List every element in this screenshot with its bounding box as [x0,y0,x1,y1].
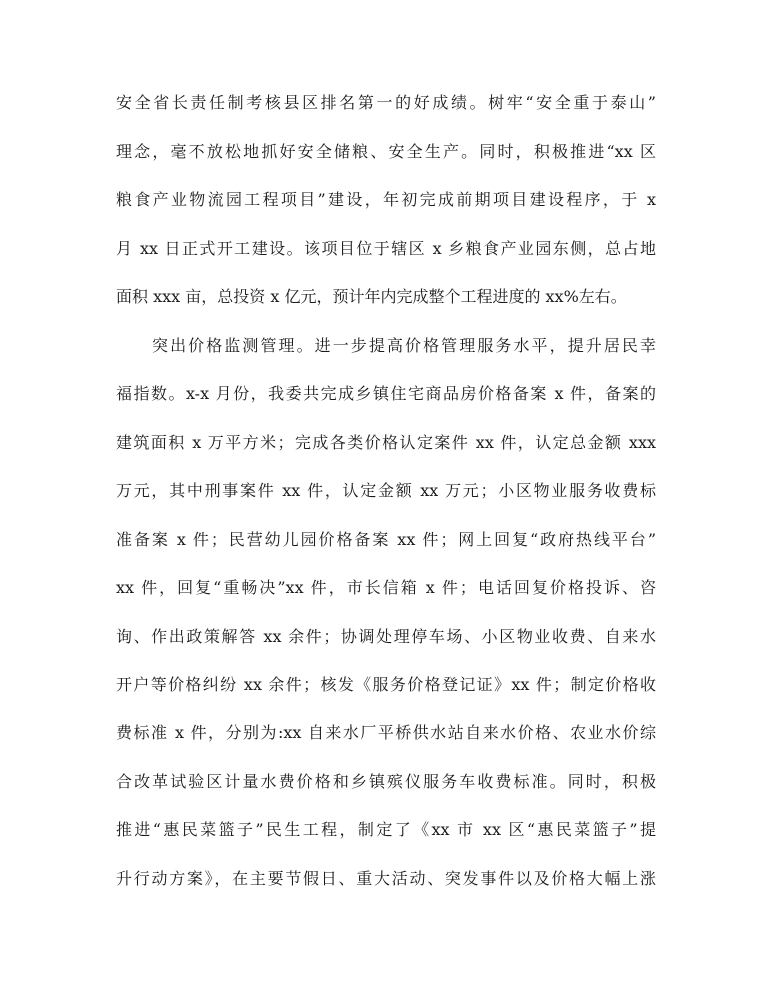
text-line: 升行动方案》，在主要节假日、重大活动、突发事件以及价格大幅上涨 [116,869,656,888]
text-line: 福指数。x-x 月份，我委共完成乡镇住宅商品房价格备案 x 件，备案的 [116,384,656,403]
text-line: 月 xx 日正式开工建设。该项目位于辖区 x 乡粮食产业园东侧，总占地 [116,239,656,258]
text-line: 理念，毫不放松地抓好安全储粮、安全生产。同时，积极推进“xx 区 [116,142,656,161]
text-line: 开户等价格纠纷 xx 余件；核发《服务价格登记证》xx 件；制定价格收 [116,675,656,694]
text-line: 询、作出政策解答 xx 余件；协调处理停车场、小区物业收费、自来水 [116,627,656,646]
text-line: 面积 xxx 亩，总投资 x 亿元，预计年内完成整个工程进度的 xx%左右。 [116,287,627,306]
text-line: 建筑面积 x 万平方米；完成各类价格认定案件 xx 件，认定总金额 xxx [116,433,656,452]
text-line: 费标准 x 件，分别为:xx 自来水厂平桥供水站自来水价格、农业水价综 [116,723,656,742]
text-line: 万元，其中刑事案件 xx 件，认定金额 xx 万元；小区物业服务收费标 [116,481,656,500]
text-line: 合改革试验区计量水费价格和乡镇殡仪服务车收费标准。同时，积极 [116,772,656,791]
paragraph-first-line: 突出价格监测管理。进一步提高价格管理服务水平，提升居民幸 [152,336,656,355]
text-line: 粮食产业物流园工程项目”建设，年初完成前期项目建设程序，于 x [116,190,656,209]
text-line: 安全省长责任制考核县区排名第一的好成绩。树牢“安全重于泰山” [116,93,656,112]
text-line: 准备案 x 件；民营幼儿园价格备案 xx 件；网上回复“政府热线平台” [116,530,656,549]
text-line: 推进“惠民菜篮子”民生工程，制定了《xx 市 xx 区“惠民菜篮子”提 [116,820,656,839]
text-line: xx 件，回复“重畅决”xx 件，市长信箱 x 件；电话回复价格投诉、咨 [116,578,656,597]
